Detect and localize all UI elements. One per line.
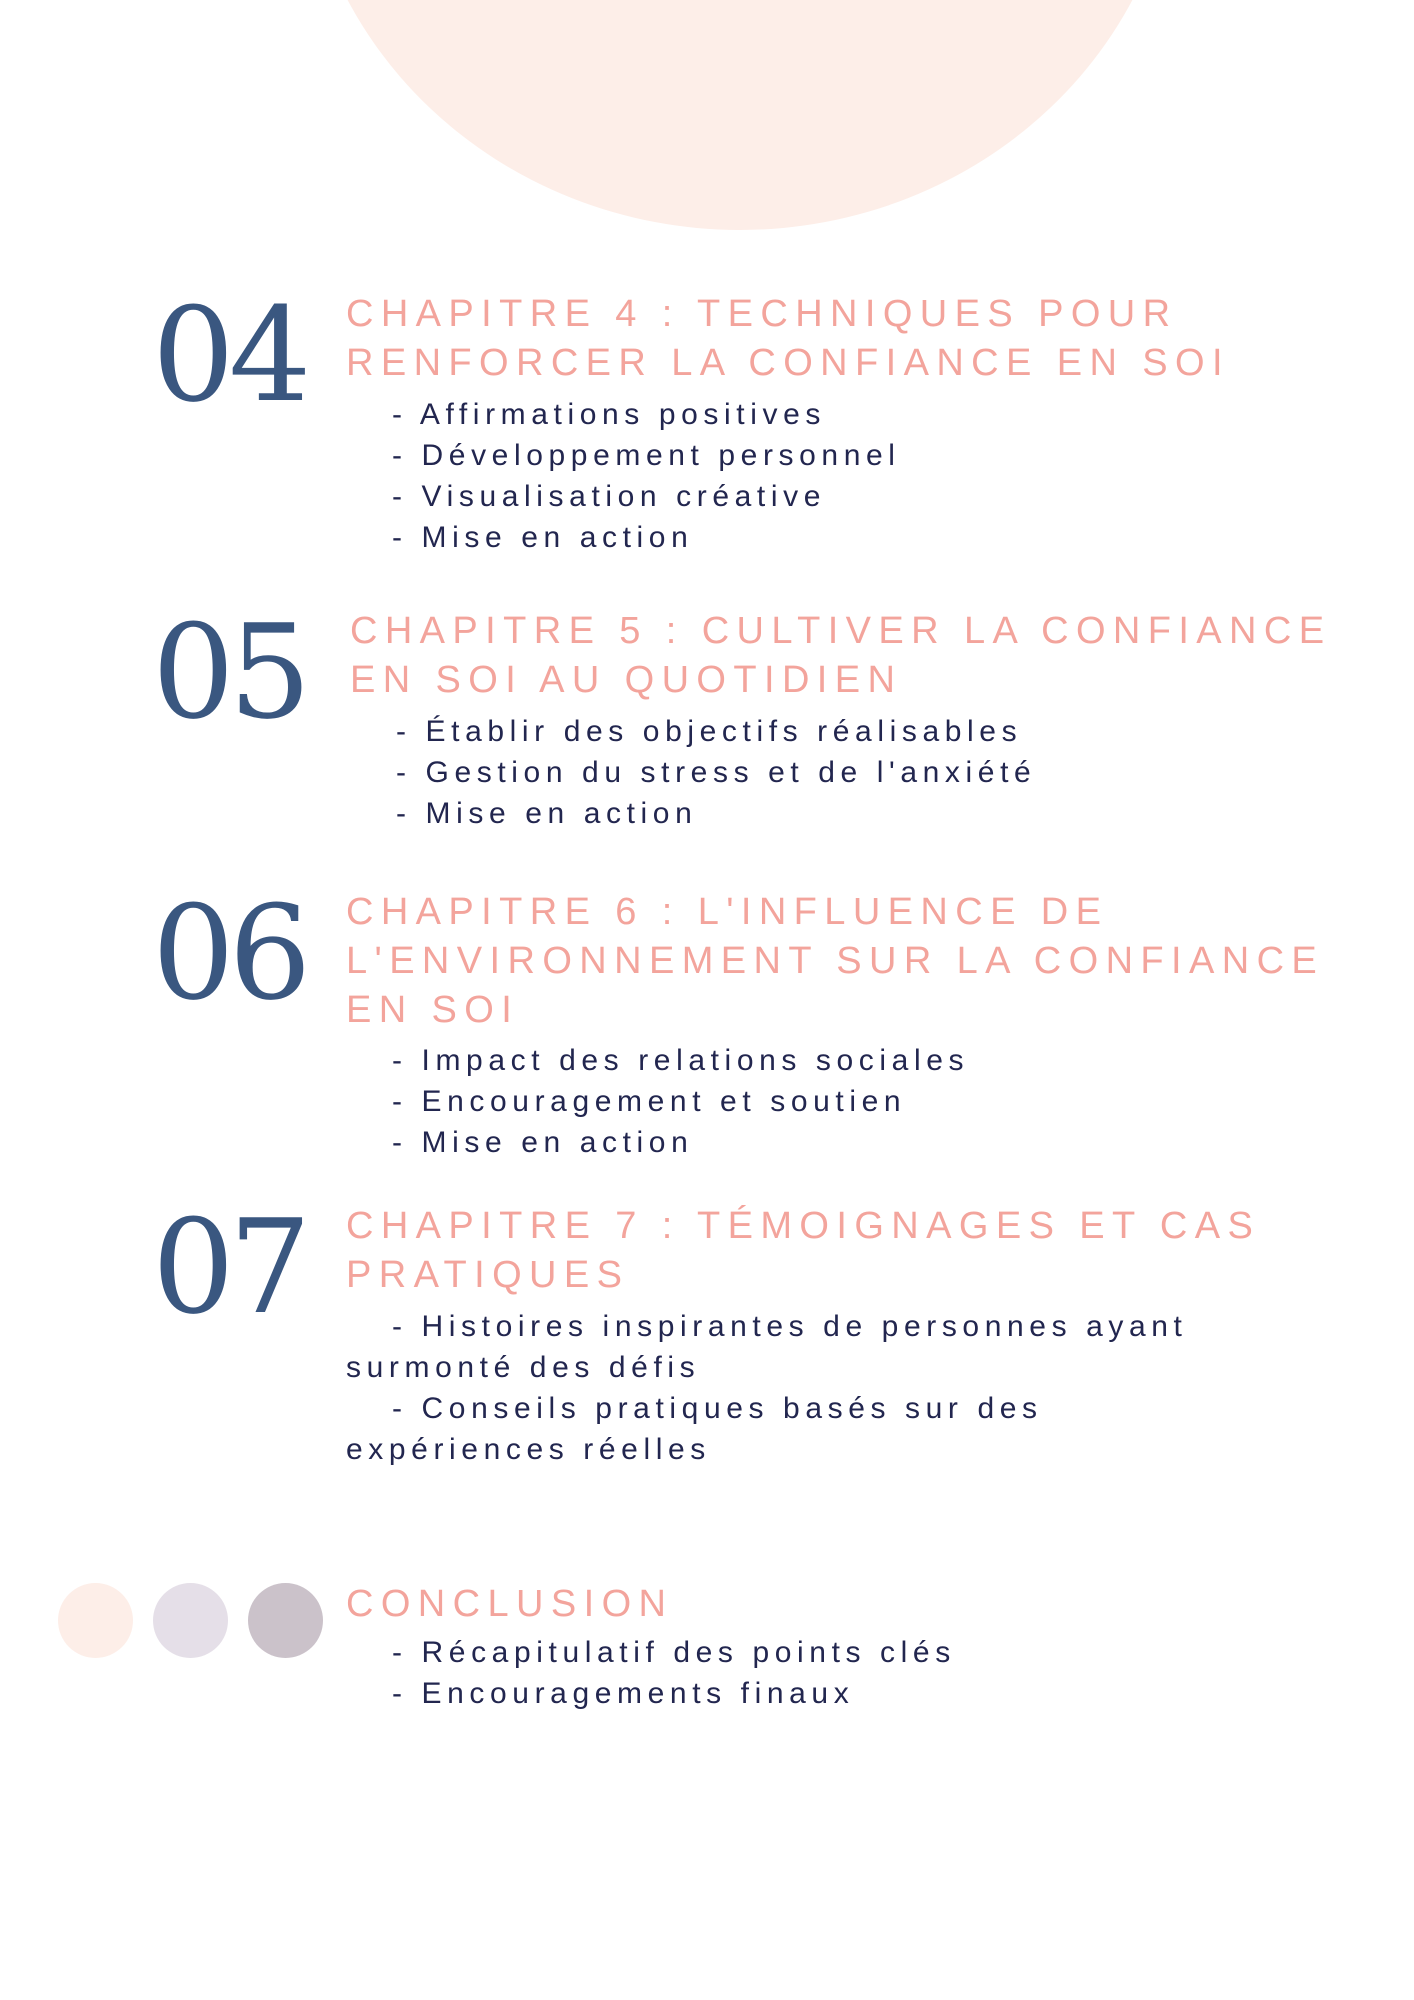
list-item: - Développement personnel [392,439,901,472]
list-item: expériences réelles [346,1433,711,1466]
list-item: - Établir des objectifs réalisables [396,715,1023,748]
chapter-item-list [346,394,901,558]
chapter-number: 04 [152,279,306,431]
chapter-item-list [350,711,1036,834]
chapter-item-list [346,1306,1188,1470]
conclusion-title: CONCLUSION [346,1583,674,1625]
chapter-title [346,290,1230,388]
list-item [346,1306,1188,1347]
decorative-top-circle [300,0,1180,230]
decorative-dot [58,1583,133,1658]
chapter-number: 07 [152,1191,306,1343]
chapter-item-list [346,1040,969,1163]
chapter-title [346,1202,1260,1300]
decorative-dot [153,1583,228,1658]
list-item: - Mise en action [392,1126,694,1159]
chapter-title [346,888,1324,1035]
list-item: - Récapitulatif des points clés [392,1636,956,1669]
chapter-number: 05 [152,596,306,748]
conclusion-item-list [346,1632,956,1714]
list-item: - Encouragements finaux [392,1677,855,1710]
list-item: - Gestion du stress et de l'anxiété [396,756,1037,789]
list-item-text: - Histoires inspirantes de personnes ayant [392,1310,1188,1343]
list-item: - Mise en action [396,797,698,830]
chapter-title-line: EN SOI [346,989,520,1031]
list-item-text: - Conseils pratiques basés sur des [392,1392,1043,1425]
list-item: - Encouragement et soutien [392,1085,907,1118]
chapter-number: 06 [152,877,306,1029]
chapter-title-line: L'ENVIRONNEMENT SUR LA CONFIANCE [346,940,1325,982]
chapter-title-line: EN SOI AU QUOTIDIEN [350,659,903,701]
chapter-title-line: CHAPITRE 7 : TÉMOIGNAGES ET CAS [346,1205,1261,1247]
chapter-title-line: PRATIQUES [346,1254,630,1296]
list-item: - Impact des relations sociales [392,1044,970,1077]
list-item: surmonté des défis [346,1351,701,1384]
chapter-title-line: CHAPITRE 4 : TECHNIQUES POUR [346,293,1178,335]
chapter-title-line: CHAPITRE 5 : CULTIVER LA CONFIANCE [350,610,1332,652]
chapter-title [350,607,1332,705]
decorative-dot [248,1583,323,1658]
list-item: - Affirmations positives [392,398,826,431]
chapter-title-line: RENFORCER LA CONFIANCE EN SOI [346,342,1230,384]
chapter-title-line: CHAPITRE 6 : L'INFLUENCE DE [346,891,1109,933]
list-item: - Visualisation créative [392,480,826,513]
list-item [346,1388,1188,1429]
list-item: - Mise en action [392,521,694,554]
